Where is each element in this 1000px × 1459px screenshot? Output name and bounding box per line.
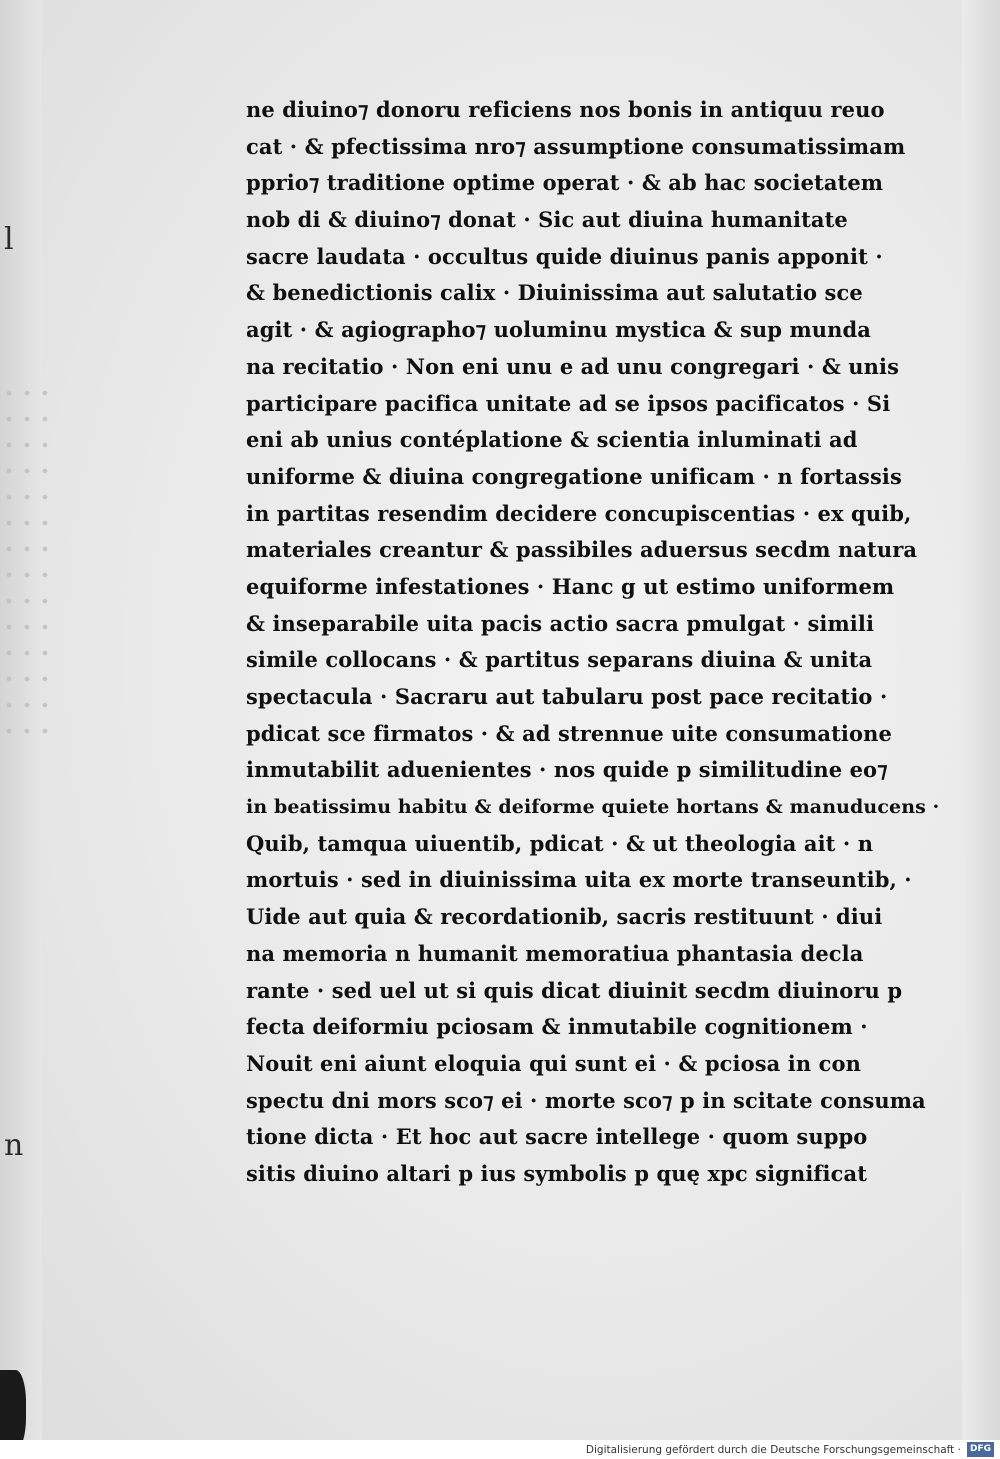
manuscript-line: uniforme & diuina congregatione unificam · n fortassis	[246, 463, 902, 489]
manuscript-line: sitis diuino altari p ius symbolis p quę xpc significat	[246, 1160, 868, 1186]
manuscript-line: eni ab unius contéplatione & scientia inluminati ad	[246, 427, 858, 453]
manuscript-line: rante · sed uel ut si quis dicat diuinit secdm diuinoru p	[246, 977, 903, 1003]
footer-bar	[0, 1440, 1000, 1459]
manuscript-line: pdicat sce firmatos · & ad strennue uite consumatione	[246, 720, 892, 746]
manuscript-line: cat · & pfectissima nro⁊ assumptione consumatissimam	[246, 133, 906, 159]
manuscript-line: & inseparabile uita pacis actio sacra pmulgat · simili	[246, 610, 875, 636]
manuscript-line: in partitas resendim decidere concupiscentias · ex quib,	[246, 500, 912, 526]
manuscript-line: Quib, tamqua uiuentib, pdicat · & ut theologia ait · n	[246, 830, 874, 856]
margin-letter: l	[4, 222, 14, 257]
manuscript-line: sacre laudata · occultus quide diuinus panis apponit ·	[246, 243, 883, 269]
ink-bleed-dots	[0, 380, 60, 740]
corner-blot	[0, 1370, 26, 1450]
manuscript-line: materiales creantur & passibiles aduersus secdm natura	[246, 537, 918, 563]
manuscript-line: inmutabilit aduenientes · nos quide p similitudine eo⁊	[246, 757, 888, 783]
manuscript-line: simile collocans · & partitus separans diuina & unita	[246, 647, 873, 673]
manuscript-line: tione dicta · Et hoc aut sacre intellege · quom suppo	[246, 1124, 868, 1150]
manuscript-line: & benedictionis calix · Diuinissima aut salutatio sce	[246, 280, 863, 306]
manuscript-line: fecta deiformiu pciosam & inmutabile cognitionem ·	[246, 1014, 868, 1040]
manuscript-line: spectu dni mors sco⁊ ei · morte sco⁊ p in scitate consuma	[246, 1087, 926, 1113]
manuscript-line: Uide aut quia & recordationib, sacris restituunt · diui	[246, 904, 883, 930]
dfg-logo-icon: DFG	[967, 1442, 994, 1457]
manuscript-line: equiforme infestationes · Hanc g ut estimo uniformem	[246, 573, 895, 599]
manuscript-line: ne diuino⁊ donoru reficiens nos bonis in antiquu reuo	[246, 97, 885, 122]
manuscript-line: nob di & diuino⁊ donat · Sic aut diuina humanitate	[246, 207, 848, 233]
text-column	[246, 92, 946, 1193]
manuscript-line: pprio⁊ traditione optime operat · & ab hac societatem	[246, 170, 884, 196]
manuscript-line: agit · & agiographo⁊ uoluminu mystica & sup munda	[246, 317, 872, 343]
manuscript-line: participare pacifica unitate ad se ipsos pacificatos · Si	[246, 390, 891, 416]
manuscript-line: Nouit eni aiunt eloquia qui sunt ei · & pciosa in con	[246, 1050, 861, 1076]
manuscript-line: in beatissimu habitu & deiforme quiete hortans & manuducens ·	[246, 796, 940, 819]
manuscript-line: spectacula · Sacraru aut tabularu post pace recitatio ·	[246, 684, 888, 709]
manuscript-line: mortuis · sed in diuinissima uita ex morte transeuntib, ·	[246, 867, 912, 893]
margin-letter: n	[4, 1128, 24, 1163]
funding-notice: Digitalisierung gefördert durch die Deutsche Forschungsgemeinschaft ·	[585, 1443, 961, 1456]
manuscript-line: na recitatio · Non eni unu e ad unu congregari · & unis	[246, 353, 900, 379]
page-edge	[962, 0, 1000, 1440]
manuscript-line: na memoria n humanit memoratiua phantasia decla	[246, 940, 864, 966]
